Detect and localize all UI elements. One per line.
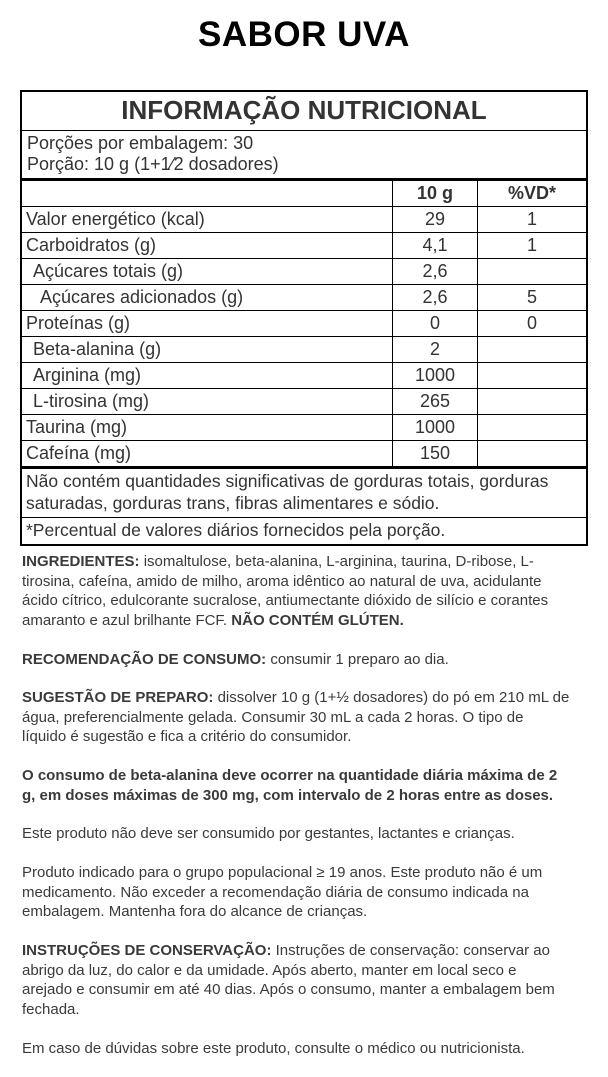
row-label: Açúcares adicionados (g) (40, 287, 244, 307)
servings-info (22, 131, 586, 181)
info-paragraphs (22, 552, 570, 1077)
table-row (22, 363, 586, 389)
paragraph-bold-segment: SUGESTÃO DE PREPARO: (22, 689, 218, 707)
row-label: Arginina (mg) (33, 365, 142, 385)
paragraph-bold-segment: RECOMENDAÇÃO DE CONSUMO: (22, 650, 271, 668)
paragraph-text-segment: Em caso de dúvidas sobre este produto, consulte o médico ou nutricionista. (22, 1039, 525, 1057)
column-header-row (22, 181, 586, 207)
servings-per-package: Porções por embalagem: 30 (27, 133, 254, 153)
row-amount-per-10g: 29 (392, 207, 478, 232)
row-label: Açúcares totais (g) (33, 261, 184, 281)
paragraph-bold-segment: NÃO CONTÉM GLÚTEN. (231, 611, 404, 629)
table-row (22, 259, 586, 285)
table-row (22, 441, 586, 466)
nutrition-table-title: INFORMAÇÃO NUTRICIONAL (22, 92, 586, 131)
row-daily-value-percent (478, 337, 586, 362)
row-daily-value-percent: 1 (526, 235, 537, 255)
row-daily-value-percent (478, 389, 586, 414)
footnote-no-significant-amounts: Não contém quantidades significativas de gorduras totais, gorduras saturadas, gorduras trans, fibras alimentares e sódio. (22, 466, 586, 518)
paragraph-text-segment: Produto indicado para o grupo populacional ≥ 19 anos. Este produto não é um medicamento. Não exceder a recomendação diária de consumo indicada na embalagem. Mantenha fora do alcance de crianças. (22, 864, 543, 921)
row-label: Carboidratos (g) (26, 235, 157, 255)
table-row (22, 285, 586, 311)
page-title: SABOR UVA (198, 15, 410, 54)
row-daily-value-percent (478, 363, 586, 388)
table-row (22, 233, 586, 259)
row-label: Beta-alanina (g) (33, 339, 162, 359)
table-row (22, 389, 586, 415)
paragraph-age-group-notice (22, 863, 570, 922)
row-daily-value-percent (478, 259, 586, 284)
table-row (22, 415, 586, 441)
paragraph-beta-alanine-warning (22, 766, 570, 805)
nutrition-facts-table (20, 90, 588, 546)
paragraph-consumption-recommendation (22, 650, 570, 670)
row-amount-per-10g: 1000 (392, 415, 478, 440)
nutrition-grid (22, 181, 586, 466)
row-label: Taurina (mg) (26, 417, 128, 437)
paragraph-text-segment: Este produto não deve ser consumido por gestantes, lactantes e crianças. (22, 825, 515, 843)
row-label: Cafeína (mg) (26, 443, 132, 463)
row-label: Proteínas (g) (26, 313, 131, 333)
column-header-dv: %VD* (507, 183, 556, 203)
serving-size: Porção: 10 g (1+1⁄2 dosadores) (27, 154, 279, 174)
row-amount-per-10g: 4,1 (392, 233, 478, 258)
row-label: L-tirosina (mg) (33, 391, 150, 411)
row-daily-value-percent (478, 441, 586, 466)
paragraph-text-segment: consumir 1 preparo ao dia. (270, 650, 449, 668)
column-header-empty (22, 181, 392, 206)
paragraph-bold-segment: INGREDIENTES: (22, 553, 144, 570)
paragraph-text-segment: dissolver 10 g (1+½ dosadores) do pó em 210 mL de água, preferencialmente gelada. Consumir 30 mL a cada 2 horas. O tipo de líquido é sugestão e fica a critério do consumidor. (22, 689, 570, 746)
paragraph-preparation-suggestion (22, 688, 570, 747)
paragraph-bold-segment: INSTRUÇÕES DE CONSERVAÇÃO: (22, 941, 276, 959)
paragraph-doubts-notice (22, 1039, 570, 1059)
row-daily-value-percent: 1 (526, 209, 537, 229)
table-row (22, 207, 586, 233)
paragraph-text-segment: Instruções de conservação: conservar ao abrigo da luz, do calor e da umidade. Após aberto, manter em local seco e arejado e consumir em até 40 dias. Após o consumo, manter a embalagem bem fechada. (22, 941, 555, 1018)
row-amount-per-10g: 0 (392, 311, 478, 336)
row-amount-per-10g: 1000 (392, 363, 478, 388)
row-amount-per-10g: 2 (392, 337, 478, 362)
footnote-daily-values: *Percentual de valores diários fornecidos pela porção. (26, 520, 446, 540)
table-row (22, 337, 586, 363)
paragraph-text-segment: isomaltulose, beta-alanina, L-arginina, taurina, D-ribose, L-tirosina, cafeína, amido de milho, aroma idêntico ao natural de uva, acidulante ácido cítrico, edulcorante sucralose, antiumectante dióxido de silício e corantes amaranto e azul brilhante FCF. (22, 553, 549, 629)
table-row (22, 311, 586, 337)
column-header-amount: 10 g (392, 181, 478, 206)
row-daily-value-percent: 5 (526, 287, 537, 307)
row-daily-value-percent (478, 415, 586, 440)
row-amount-per-10g: 2,6 (392, 259, 478, 284)
paragraph-ingredients (22, 552, 570, 631)
row-amount-per-10g: 150 (392, 441, 478, 466)
paragraph-pregnancy-warning (22, 824, 570, 844)
paragraph-bold-segment: O consumo de beta-alanina deve ocorrer na quantidade diária máxima de 2 g, em doses máximas de 300 mg, com intervalo de 2 horas entre as doses. (22, 767, 558, 804)
row-amount-per-10g: 2,6 (392, 285, 478, 310)
row-amount-per-10g: 265 (392, 389, 478, 414)
paragraph-storage-instructions (22, 941, 570, 1020)
row-label: Valor energético (kcal) (26, 209, 205, 229)
row-daily-value-percent: 0 (526, 313, 537, 333)
